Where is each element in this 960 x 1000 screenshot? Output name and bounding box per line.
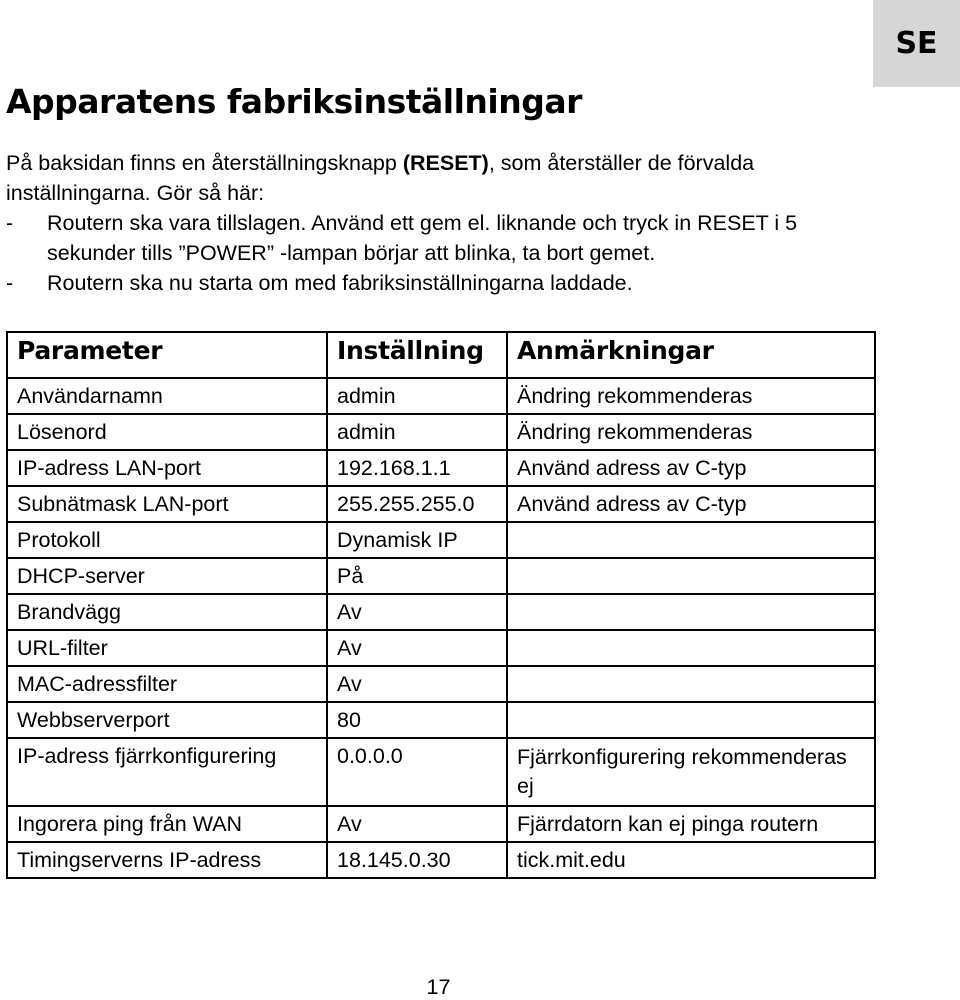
cell-parameter: Användarnamn xyxy=(7,378,327,414)
cell-remarks xyxy=(507,702,875,738)
cell-setting: 0.0.0.0 xyxy=(327,738,507,806)
instruction-text: Routern ska nu starta om med fabriksinställningarna laddade. xyxy=(47,271,633,295)
cell-parameter: IP-adress LAN-port xyxy=(7,450,327,486)
table-row xyxy=(7,558,875,594)
table-row xyxy=(7,594,875,630)
reset-label: (RESET) xyxy=(402,151,489,175)
cell-remarks xyxy=(507,594,875,630)
cell-setting: Av xyxy=(327,630,507,666)
cell-parameter: DHCP-server xyxy=(7,558,327,594)
header-setting: Inställning xyxy=(327,332,507,378)
cell-setting: Av xyxy=(327,666,507,702)
page-title: Apparatens fabriksinställningar xyxy=(6,82,582,121)
cell-setting: admin xyxy=(327,378,507,414)
cell-setting: Dynamisk IP xyxy=(327,522,507,558)
table-row xyxy=(7,378,875,414)
cell-remarks: Ändring rekommenderas xyxy=(507,378,875,414)
cell-remarks: tick.mit.edu xyxy=(507,842,875,878)
cell-parameter: Timingserverns IP-adress xyxy=(7,842,327,878)
cell-setting: Av xyxy=(327,594,507,630)
cell-remarks xyxy=(507,558,875,594)
cell-parameter: Protokoll xyxy=(7,522,327,558)
cell-remarks xyxy=(507,666,875,702)
cell-setting: På xyxy=(327,558,507,594)
cell-setting: 192.168.1.1 xyxy=(327,450,507,486)
table-row xyxy=(7,522,875,558)
table-row xyxy=(7,738,875,806)
table-header-row xyxy=(7,332,875,378)
cell-setting: 80 xyxy=(327,702,507,738)
language-tab: SE xyxy=(873,0,960,87)
intro-text xyxy=(6,148,876,298)
bullet-dash: - xyxy=(6,271,14,295)
header-remarks: Anmärkningar xyxy=(507,332,875,378)
cell-setting: admin xyxy=(327,414,507,450)
cell-remarks: Fjärrkonfigurering rekommenderas ej xyxy=(507,738,875,806)
instruction-text: Routern ska vara tillslagen. Använd ett gem el. liknande och tryck in RESET i 5 sekunder tills ”POWER” -lampan börjar att blinka, ta bort gemet. xyxy=(47,211,798,265)
header-parameter: Parameter xyxy=(7,332,327,378)
cell-setting: 18.145.0.30 xyxy=(327,842,507,878)
table-row xyxy=(7,842,875,878)
instruction-item xyxy=(6,268,876,298)
cell-remarks: Ändring rekommenderas xyxy=(507,414,875,450)
cell-remarks xyxy=(507,630,875,666)
table-row xyxy=(7,666,875,702)
table-row xyxy=(7,702,875,738)
cell-remarks xyxy=(507,522,875,558)
cell-parameter: Subnätmask LAN-port xyxy=(7,486,327,522)
intro-paragraph: På baksidan finns en återställningsknapp (RESET), som återställer de förvalda inställningarna. Gör så här: xyxy=(6,151,755,205)
cell-parameter: MAC-adressfilter xyxy=(7,666,327,702)
cell-parameter: Brandvägg xyxy=(7,594,327,630)
table-row xyxy=(7,414,875,450)
page-number: 17 xyxy=(426,975,451,999)
cell-remarks: Använd adress av C-typ xyxy=(507,486,875,522)
cell-setting: 255.255.255.0 xyxy=(327,486,507,522)
table-row xyxy=(7,450,875,486)
cell-parameter: Webbserverport xyxy=(7,702,327,738)
cell-parameter: Lösenord xyxy=(7,414,327,450)
table-row xyxy=(7,806,875,842)
table-row xyxy=(7,486,875,522)
cell-setting: Av xyxy=(327,806,507,842)
cell-remarks: Använd adress av C-typ xyxy=(507,450,875,486)
table-row xyxy=(7,630,875,666)
cell-parameter: URL-filter xyxy=(7,630,327,666)
cell-parameter: IP-adress fjärrkonfigurering xyxy=(7,738,327,806)
instruction-item xyxy=(6,208,876,268)
cell-remarks: Fjärrdatorn kan ej pinga routern xyxy=(507,806,875,842)
factory-settings-table xyxy=(6,331,876,879)
cell-parameter: Ingorera ping från WAN xyxy=(7,806,327,842)
bullet-dash: - xyxy=(6,211,14,235)
